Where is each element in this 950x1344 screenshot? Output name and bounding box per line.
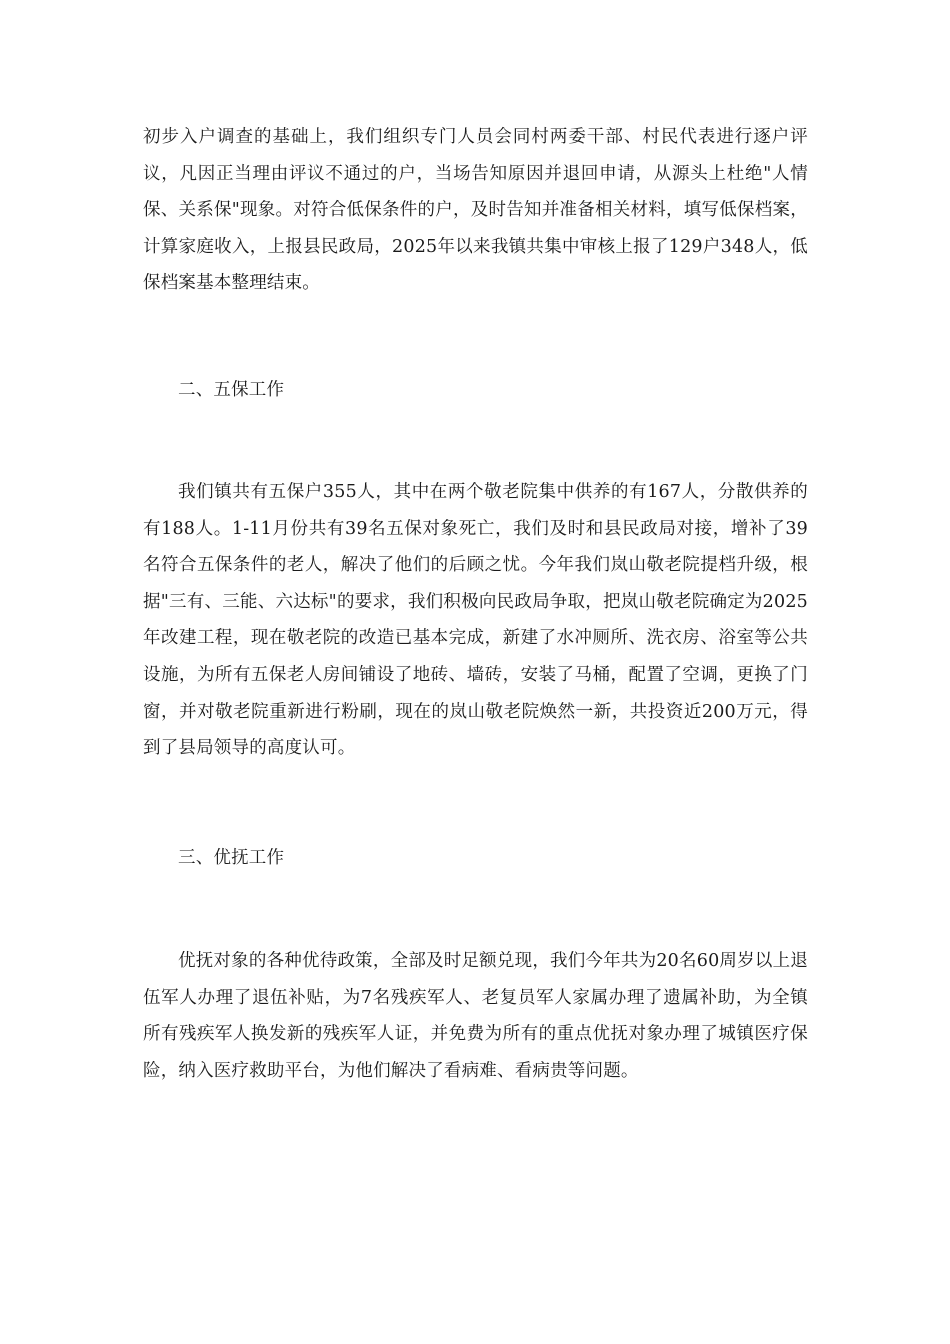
section-heading-special-care: 三、优抚工作 <box>178 848 285 868</box>
paragraph-special-care: 优抚对象的各种优待政策，全部及时足额兑现，我们今年共为20名60周岁以上退伍军人办理了退伍补贴，为7名残疾军人、老复员军人家属办理了遗属补助，为全镇所有残疾军人换发新的残疾军人证，并免费为所有的重点优抚对象办理了城镇医疗保险，纳入医疗救助平台，为他们解决了看病难、看病贵等问题。 <box>143 951 808 1081</box>
paragraph-low-income-review: 初步入户调查的基础上，我们组织专门人员会同村两委干部、村民代表进行逐户评议，凡因正当理由评议不通过的户，当场告知原因并退回申请，从源头上杜绝"人情保、关系保"现象。对符合低保条件的户，及时告知并准备相关材料，填写低保档案，计算家庭收入，上报县民政局，2025年以来我镇共集中审核上报了129户348人，低保档案基本整理结束。 <box>143 127 808 294</box>
paragraph-five-guarantees: 我们镇共有五保户355人，其中在两个敬老院集中供养的有167人，分散供养的有188人。1-11月份共有39名五保对象死亡，我们及时和县民政局对接，增补了39名符合五保条件的老人，解决了他们的后顾之忧。今年我们岚山敬老院提档升级，根据"三有、三能、六达标"的要求，我们积极向民政局争取，把岚山敬老院确定为2025年改建工程，现在敬老院的改造已基本完成，新建了水冲厕所、洗衣房、浴室等公共设施，为所有五保老人房间铺设了地砖、墙砖，安装了马桶，配置了空调，更换了门窗，并对敬老院重新进行粉刷，现在的岚山敬老院焕然一新，共投资近200万元，得到了县局领导的高度认可。 <box>143 482 808 759</box>
section-heading-five-guarantees: 二、五保工作 <box>178 380 285 400</box>
